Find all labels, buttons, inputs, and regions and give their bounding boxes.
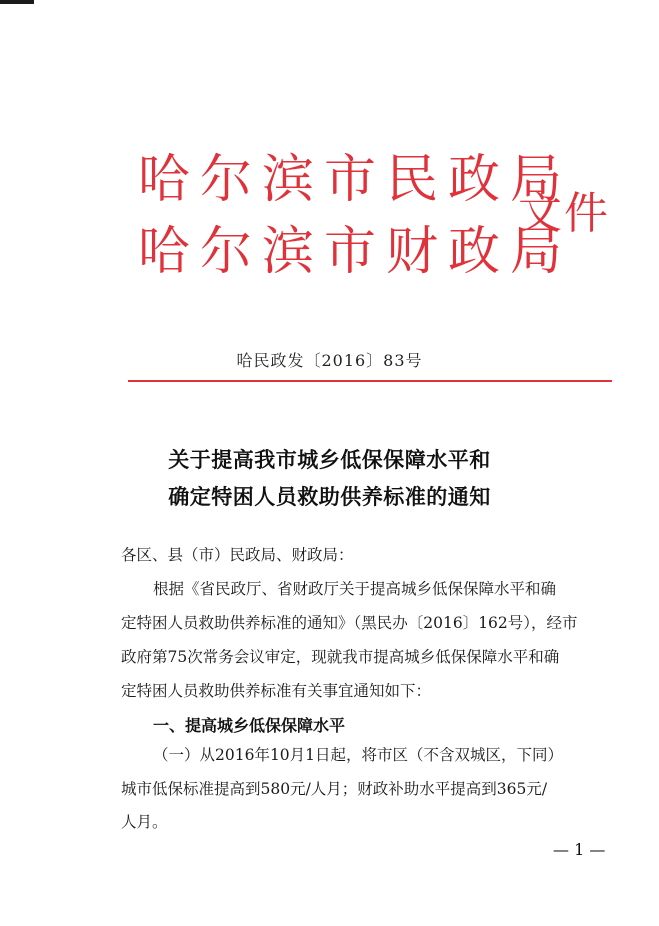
red-divider-line [128, 380, 612, 382]
item-1-line-3: 人月。 [121, 813, 168, 831]
section-1-heading: 一、提高城乡低保保障水平 [153, 716, 346, 735]
addressee-line: 各区、县（市）民政局、财政局： [121, 546, 354, 564]
issuer-finance-bureau: 哈尔滨市财政局 [138, 222, 573, 282]
document-number: 哈民政发〔2016〕83号 [236, 351, 423, 370]
file-label: 文件 [518, 188, 610, 239]
scan-corner-mark [0, 0, 34, 4]
document-header [128, 140, 610, 290]
paragraph-1-line-2: 定特困人员救助供养标准的通知》（黑民办〔2016〕162号），经市 [121, 614, 578, 632]
paragraph-1-line-1: 根据《省民政厅、省财政厅关于提高城乡低保保障水平和确 [153, 580, 557, 598]
paragraph-1-line-4: 定特困人员救助供养标准有关事宜通知如下： [121, 682, 432, 700]
paragraph-1-line-3: 政府第75次常务会议审定，现就我市提高城乡低保保障水平和确 [121, 648, 560, 666]
page-number: — 1 — [553, 840, 606, 859]
item-1-line-2: 城市低保标准提高到580元/人月；财政补助水平提高到365元/ [121, 780, 548, 798]
document-title-line-1: 关于提高我市城乡低保保障水平和 [168, 447, 491, 472]
issuer-civil-affairs-bureau: 哈尔滨市民政局 [138, 150, 573, 210]
item-1-line-1: （一）从2016年10月1日起，将市区（不含双城区，下同） [153, 746, 564, 764]
document-title-line-2: 确定特困人员救助供养标准的通知 [168, 484, 491, 509]
